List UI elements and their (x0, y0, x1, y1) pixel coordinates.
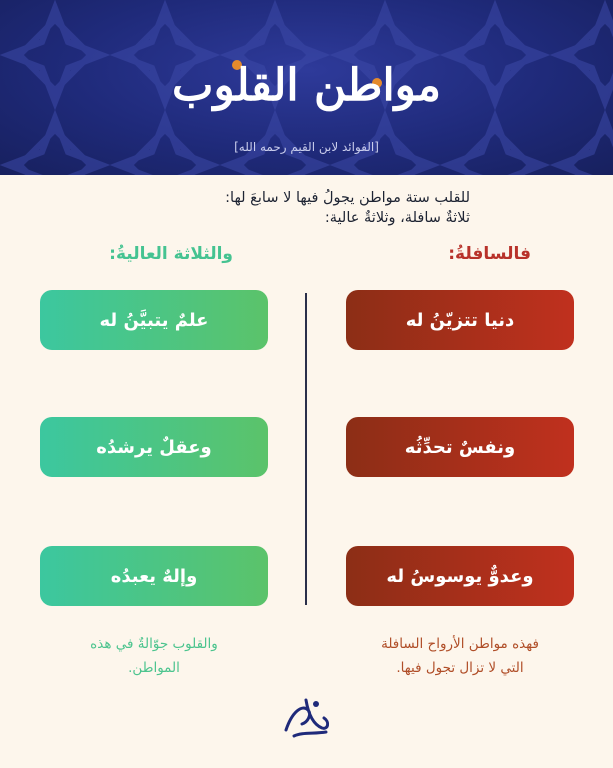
calligraphy-logo-icon (278, 692, 334, 742)
high-footnote-line-1: والقلوب جوّالةٌ في هذه (90, 636, 218, 652)
high-card-god: وإلهٌ يعبدُه (40, 546, 268, 606)
high-card-knowledge: علمٌ يتبيَّنُ له (40, 290, 268, 350)
high-footnote-line-2: المواطن. (128, 660, 180, 676)
low-card-world: دنيا تتزيّنُ له (346, 290, 574, 350)
low-footnote-line-1: فهذه مواطن الأرواح السافلة (381, 636, 539, 652)
low-card-self: ونفسٌ تحدِّثُه (346, 417, 574, 477)
low-footnote (346, 632, 574, 680)
intro-line-1: للقلب ستة مواطن يجولُ فيها لا سابعَ لها: (225, 190, 470, 206)
low-heading: فالسافلةُ: (448, 244, 531, 264)
high-heading: والثلاثة العاليةُ: (109, 244, 233, 264)
intro-line-2: ثلاثةٌ سافلة، وثلاثةٌ عالية: (324, 210, 470, 226)
header-banner (0, 0, 613, 175)
column-divider (305, 293, 307, 605)
high-card-mind: وعقلٌ يرشدُه (40, 417, 268, 477)
source-citation: [الفوائد لابن القيم رحمه الله] (234, 140, 379, 154)
low-card-enemy: وعدوٌّ يوسوسُ له (346, 546, 574, 606)
low-footnote-line-2: التي لا تزال تجول فيها. (396, 660, 524, 676)
high-footnote (40, 632, 268, 680)
page-title: مواطن القلوب (172, 60, 441, 111)
